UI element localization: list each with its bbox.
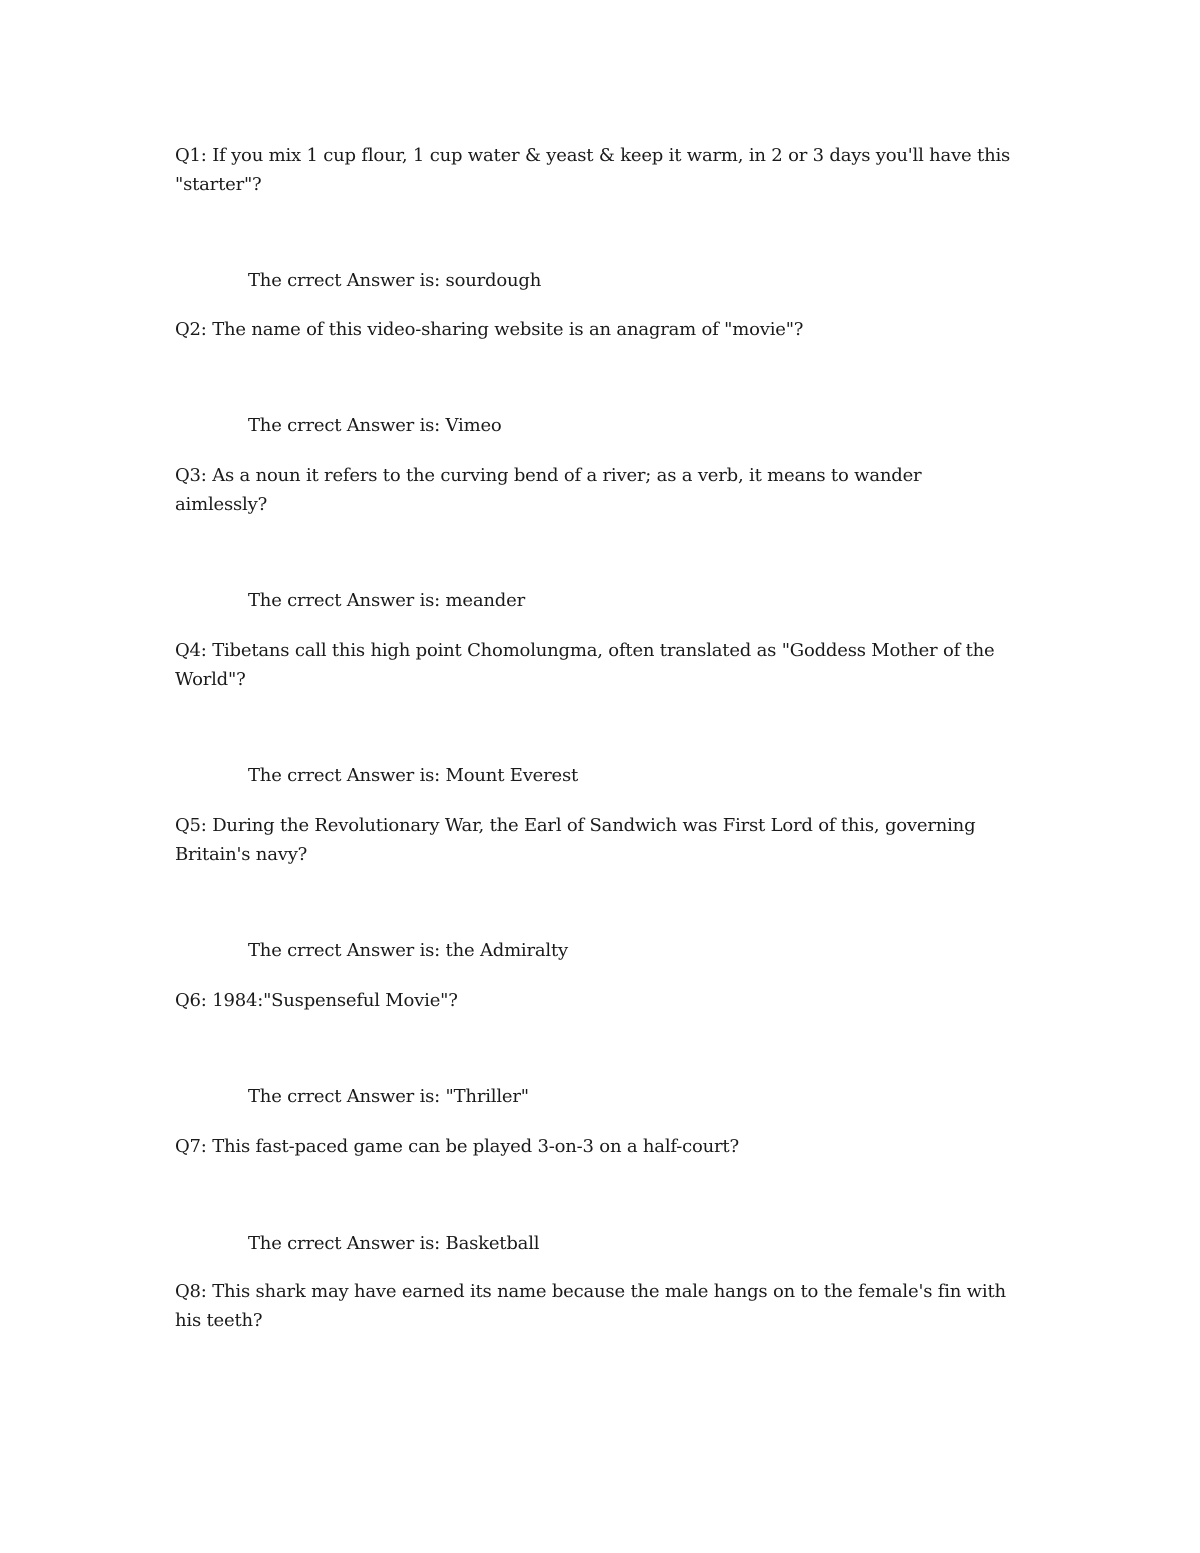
answer-6: The crrect Answer is: "Thriller" xyxy=(248,1086,529,1107)
question-1-line-2: "starter"? xyxy=(175,174,262,195)
question-5-line-1: Q5: During the Revolutionary War, the Earl of Sandwich was First Lord of this, governing xyxy=(175,815,976,836)
answer-2: The crrect Answer is: Vimeo xyxy=(248,415,502,436)
question-7-line-1: Q7: This fast-paced game can be played 3-on-3 on a half-court? xyxy=(175,1136,739,1157)
question-4-line-1: Q4: Tibetans call this high point Chomolungma, often translated as "Goddess Mother of the xyxy=(175,640,995,661)
answer-1: The crrect Answer is: sourdough xyxy=(248,270,542,291)
question-1-line-1: Q1: If you mix 1 cup flour, 1 cup water & yeast & keep it warm, in 2 or 3 days you'll have this xyxy=(175,145,1011,166)
question-8-line-1: Q8: This shark may have earned its name because the male hangs on to the female's fin with xyxy=(175,1281,1006,1302)
question-3-line-2: aimlessly? xyxy=(175,494,268,515)
question-6-line-1: Q6: 1984:"Suspenseful Movie"? xyxy=(175,990,458,1011)
answer-5: The crrect Answer is: the Admiralty xyxy=(248,940,568,961)
question-2-line-1: Q2: The name of this video-sharing website is an anagram of "movie"? xyxy=(175,319,804,340)
question-3-line-1: Q3: As a noun it refers to the curving bend of a river; as a verb, it means to wander xyxy=(175,465,922,486)
answer-7: The crrect Answer is: Basketball xyxy=(248,1233,540,1254)
question-5-line-2: Britain's navy? xyxy=(175,844,308,865)
question-8-line-2: his teeth? xyxy=(175,1310,263,1331)
answer-4: The crrect Answer is: Mount Everest xyxy=(248,765,579,786)
question-4-line-2: World"? xyxy=(175,669,246,690)
answer-3: The crrect Answer is: meander xyxy=(248,590,525,611)
